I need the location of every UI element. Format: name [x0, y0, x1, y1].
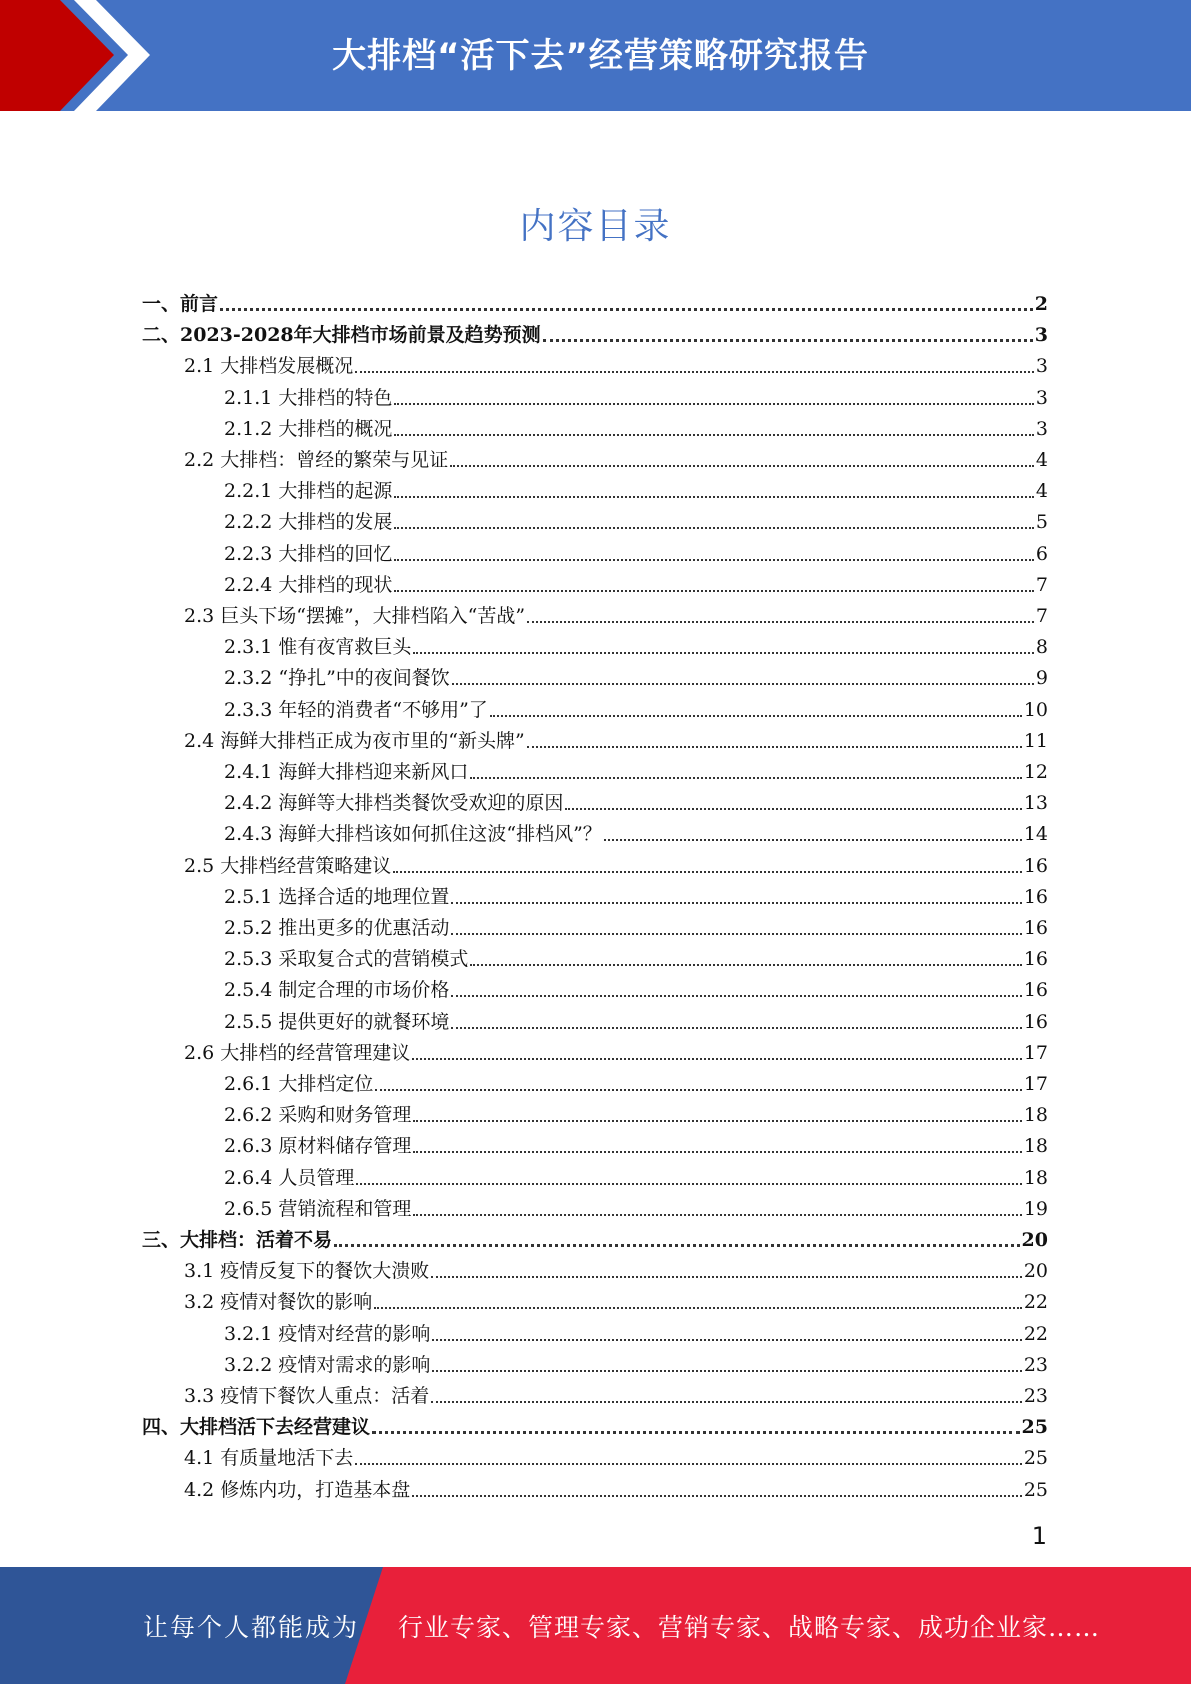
toc-entry-label: 2.4 海鲜大排档正成为夜市里的“新头牌” — [184, 730, 525, 752]
toc-entry[interactable] — [184, 1034, 1048, 1065]
toc-entry-label: 2.6.3 原材料储存管理 — [224, 1135, 412, 1157]
toc-entry[interactable] — [224, 1127, 1048, 1158]
dot-leader — [394, 402, 1034, 405]
toc-entry-label: 2.6 大排档的经营管理建议 — [184, 1042, 411, 1064]
toc-entry-label: 2.4.3 海鲜大排档该如何抓住这波“排档风”？ — [224, 823, 602, 845]
toc-entry-label: 2.3 巨头下场“摆摊”，大排档陷入“苦战” — [184, 605, 526, 627]
toc-entry-label: 二、2023-2028年大排档市场前景及趋势预测 — [142, 324, 541, 346]
toc-entry-label: 2.2.1 大排档的起源 — [224, 480, 393, 502]
dot-leader — [394, 433, 1034, 436]
toc-entry-page: 6 — [1035, 543, 1048, 565]
toc-entry-page: 13 — [1023, 792, 1048, 814]
toc-entry-label: 2.6.5 营销流程和管理 — [224, 1198, 412, 1220]
dot-leader — [220, 307, 1033, 311]
dot-leader — [413, 1213, 1021, 1216]
toc-entry-page: 8 — [1035, 636, 1048, 658]
toc-entry-page: 16 — [1023, 917, 1048, 939]
footer-roles: 行业专家、管理专家、营销专家、战略专家、成功企业家…… — [398, 1613, 1101, 1642]
toc-entry[interactable] — [184, 597, 1048, 628]
toc-entry-page: 23 — [1023, 1354, 1048, 1376]
toc-entry[interactable] — [224, 878, 1048, 909]
toc-entry[interactable] — [224, 753, 1048, 784]
toc-entry-label: 2.2.4 大排档的现状 — [224, 574, 393, 596]
toc-entry[interactable] — [184, 1471, 1048, 1502]
toc-entry[interactable] — [184, 1377, 1048, 1408]
toc-entry-page: 2 — [1034, 293, 1048, 315]
toc-entry-page: 18 — [1023, 1167, 1048, 1189]
dot-leader — [450, 464, 1034, 467]
toc-entry[interactable] — [224, 659, 1048, 690]
dot-leader — [470, 963, 1021, 966]
toc-entry-label: 2.6.2 采购和财务管理 — [224, 1104, 412, 1126]
toc-entry-page: 17 — [1023, 1073, 1048, 1095]
dot-leader — [470, 776, 1021, 779]
dot-leader — [394, 526, 1034, 529]
toc-entry[interactable] — [224, 1315, 1048, 1346]
toc-entry[interactable] — [224, 909, 1048, 940]
toc-entry[interactable] — [224, 940, 1048, 971]
dot-leader — [412, 1057, 1022, 1060]
toc-entry-label: 3.2.2 疫情对需求的影响 — [224, 1354, 431, 1376]
toc-entry[interactable] — [224, 535, 1048, 566]
dot-leader — [394, 558, 1034, 561]
toc-entry-page: 11 — [1023, 730, 1048, 752]
toc-entry-label: 2.3.3 年轻的消费者“不够用”了 — [224, 699, 488, 721]
dot-leader — [375, 1088, 1021, 1091]
toc-entry-page: 18 — [1023, 1104, 1048, 1126]
toc-entry-page: 3 — [1035, 387, 1048, 409]
toc-entry-label: 2.5.2 推出更多的优惠活动 — [224, 917, 450, 939]
toc-entry-page: 10 — [1023, 699, 1048, 721]
toc-entry-page: 20 — [1023, 1260, 1048, 1282]
toc-entry[interactable] — [224, 379, 1048, 410]
report-header — [0, 0, 1191, 111]
dot-leader — [451, 994, 1021, 997]
dot-leader — [355, 1462, 1022, 1465]
dot-leader — [355, 370, 1034, 373]
toc-entry-label: 2.5.4 制定合理的市场价格 — [224, 979, 450, 1001]
dot-leader — [527, 620, 1034, 623]
toc-entry-page: 22 — [1023, 1323, 1048, 1345]
report-title: 大排档“活下去”经营策略研究报告 — [332, 36, 869, 76]
dot-leader — [413, 651, 1034, 654]
toc-entry[interactable] — [184, 1283, 1048, 1314]
toc-entry-label: 2.3.2 “挣扎”中的夜间餐饮 — [224, 667, 450, 689]
dot-leader — [452, 682, 1034, 685]
toc-entry-label: 4.1 有质量地活下去 — [184, 1447, 354, 1469]
toc-entry[interactable] — [224, 1003, 1048, 1034]
toc-entry-label: 4.2 修炼内功，打造基本盘 — [184, 1479, 411, 1501]
toc-entry-page: 3 — [1035, 355, 1048, 377]
dot-leader — [604, 838, 1022, 841]
toc-entry[interactable] — [184, 1439, 1048, 1470]
toc-entry[interactable] — [224, 1190, 1048, 1221]
toc-entry-label: 3.1 疫情反复下的餐饮大溃败 — [184, 1260, 430, 1282]
toc-entry-page: 23 — [1023, 1385, 1048, 1407]
toc-entry-label: 2.6.1 大排档定位 — [224, 1073, 374, 1095]
toc-entry-page: 25 — [1023, 1447, 1048, 1469]
toc-entry-page: 25 — [1021, 1416, 1048, 1438]
toc-entry-label: 2.1.2 大排档的概况 — [224, 418, 393, 440]
toc-entry-label: 2.2.3 大排档的回忆 — [224, 543, 393, 565]
dot-leader — [490, 714, 1022, 717]
toc-entry-page: 22 — [1023, 1291, 1048, 1313]
toc-entry-label: 2.5.3 采取复合式的营销模式 — [224, 948, 469, 970]
toc-entry-label: 2.6.4 人员管理 — [224, 1167, 355, 1189]
footer-slogan: 让每个人都能成为 — [143, 1613, 360, 1642]
dot-leader — [372, 1430, 1020, 1434]
dot-leader — [413, 1150, 1021, 1153]
toc-entry[interactable] — [184, 1252, 1048, 1283]
toc-heading: 内容目录 — [519, 206, 672, 247]
toc-entry-label: 2.2.2 大排档的发展 — [224, 511, 393, 533]
dot-leader — [394, 589, 1034, 592]
dot-leader — [334, 1243, 1020, 1247]
report-footer — [0, 1567, 1191, 1684]
dot-leader — [432, 1338, 1021, 1341]
dot-leader — [412, 1494, 1022, 1497]
dot-leader — [543, 338, 1033, 342]
toc-entry-label: 2.1.1 大排档的特色 — [224, 387, 393, 409]
dot-leader — [527, 745, 1022, 748]
toc-entry[interactable] — [224, 1096, 1048, 1127]
toc-entry-page: 20 — [1021, 1229, 1048, 1251]
toc-entry[interactable] — [224, 503, 1048, 534]
toc-entry-label: 3.2.1 疫情对经营的影响 — [224, 1323, 431, 1345]
toc-entry-page: 16 — [1023, 979, 1048, 1001]
toc-entry-page: 25 — [1023, 1479, 1048, 1501]
toc-entry-page: 16 — [1023, 948, 1048, 970]
toc-entry[interactable] — [184, 847, 1048, 878]
toc-entry[interactable] — [224, 410, 1048, 441]
toc-entry[interactable] — [224, 971, 1048, 1002]
toc-entry-page: 19 — [1023, 1198, 1048, 1220]
toc-entry-page: 14 — [1023, 823, 1048, 845]
toc-entry-page: 9 — [1035, 667, 1048, 689]
toc-entry-label: 3.3 疫情下餐饮人重点：活着 — [184, 1385, 430, 1407]
toc-entry-label: 2.5.1 选择合适的地理位置 — [224, 886, 450, 908]
dot-leader — [451, 901, 1021, 904]
toc-entry-page: 4 — [1035, 480, 1048, 502]
toc-entry-label: 2.4.1 海鲜大排档迎来新风口 — [224, 761, 469, 783]
toc-entry-label: 2.2 大排档：曾经的繁荣与见证 — [184, 449, 449, 471]
toc-entry-label: 3.2 疫情对餐饮的影响 — [184, 1291, 373, 1313]
dot-leader — [413, 1119, 1021, 1122]
toc-entry[interactable] — [184, 347, 1048, 378]
toc-entry[interactable] — [224, 691, 1048, 722]
toc-entry-page: 3 — [1035, 418, 1048, 440]
toc-entry[interactable] — [224, 784, 1048, 815]
toc-entry-page: 5 — [1035, 511, 1048, 533]
toc-entry-label: 2.3.1 惟有夜宵救巨头 — [224, 636, 412, 658]
toc-entry-page: 7 — [1035, 574, 1048, 596]
toc-entry[interactable] — [224, 1065, 1048, 1096]
toc-entry-label: 2.4.2 海鲜等大排档类餐饮受欢迎的原因 — [224, 792, 564, 814]
toc-entry-page: 17 — [1023, 1042, 1048, 1064]
toc-entry-page: 16 — [1023, 1011, 1048, 1033]
dot-leader — [393, 870, 1022, 873]
toc-entry-label: 一、前言 — [142, 293, 219, 315]
dot-leader — [356, 1182, 1021, 1185]
toc-entry-page: 16 — [1023, 886, 1048, 908]
toc-entry-label: 2.5 大排档经营策略建议 — [184, 855, 392, 877]
toc-entry-page: 16 — [1023, 855, 1048, 877]
toc-entry[interactable] — [142, 316, 1048, 347]
dot-leader — [432, 1369, 1021, 1372]
toc-entry[interactable] — [184, 722, 1048, 753]
toc-entry[interactable] — [224, 628, 1048, 659]
toc-entry-label: 四、大排档活下去经营建议 — [142, 1416, 371, 1438]
dot-leader — [565, 807, 1021, 810]
toc-entry-label: 2.5.5 提供更好的就餐环境 — [224, 1011, 450, 1033]
toc-entry[interactable] — [142, 1221, 1048, 1252]
toc-entry-label: 三、大排档：活着不易 — [142, 1229, 333, 1251]
toc-entry-page: 12 — [1023, 761, 1048, 783]
toc-entry[interactable] — [224, 815, 1048, 846]
toc-entry-page: 3 — [1034, 324, 1048, 346]
toc-entry-page: 7 — [1035, 605, 1048, 627]
toc-entry[interactable] — [224, 566, 1048, 597]
dot-leader — [374, 1306, 1022, 1309]
toc-entry[interactable] — [142, 285, 1048, 316]
toc-entry[interactable] — [142, 1408, 1048, 1439]
toc-entry[interactable] — [224, 1346, 1048, 1377]
toc-entry-page: 4 — [1035, 449, 1048, 471]
dot-leader — [431, 1400, 1022, 1403]
toc-entry[interactable] — [224, 1159, 1048, 1190]
toc-entry[interactable] — [224, 472, 1048, 503]
page-number: 1 — [1031, 1522, 1047, 1550]
toc-entry-label: 2.1 大排档发展概况 — [184, 355, 354, 377]
toc-entry[interactable] — [184, 441, 1048, 472]
dot-leader — [451, 1026, 1021, 1029]
dot-leader — [431, 1275, 1022, 1278]
dot-leader — [394, 495, 1034, 498]
toc-entry-page: 18 — [1023, 1135, 1048, 1157]
dot-leader — [451, 932, 1021, 935]
